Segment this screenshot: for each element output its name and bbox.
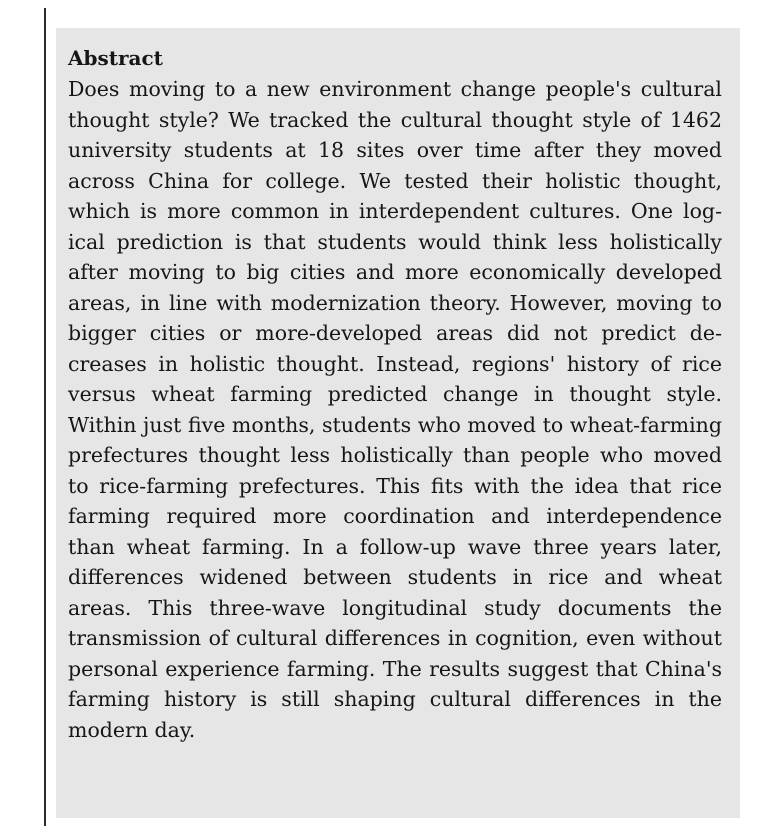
abstract-body: Does moving to a new environment change people's cultural thought style? We tracked the cultural thought style of 1462 university students at 18 sites over time after they moved across China for college. We tested their holistic thought, which is more common in interdependent cultures. One logical prediction is that students would think less holistically after moving to big cities and more economically developed areas, in line with modernization theory. However, moving to bigger cities or more-developed areas did not predict decreases in holistic thought. Instead, regions' history of rice versus wheat farming predicted change in thought style. Within just five months, students who moved to wheat-farming prefectures thought less holistically than people who moved to rice-farming prefectures. This fits with the idea that rice farming required more coordination and interdependence than wheat farming. In a follow-up wave three years later, differences widened between students in rice and wheat areas. This three-wave longitudinal study documents the transmission of cultural differences in cognition, even without personal experience farming. The results suggest that China's farming history is still shaping cultural differences in the modern day. bbox=[68, 77, 722, 742]
abstract-heading: Abstract bbox=[68, 46, 163, 70]
abstract-box bbox=[56, 28, 740, 818]
margin-rule bbox=[44, 8, 46, 826]
